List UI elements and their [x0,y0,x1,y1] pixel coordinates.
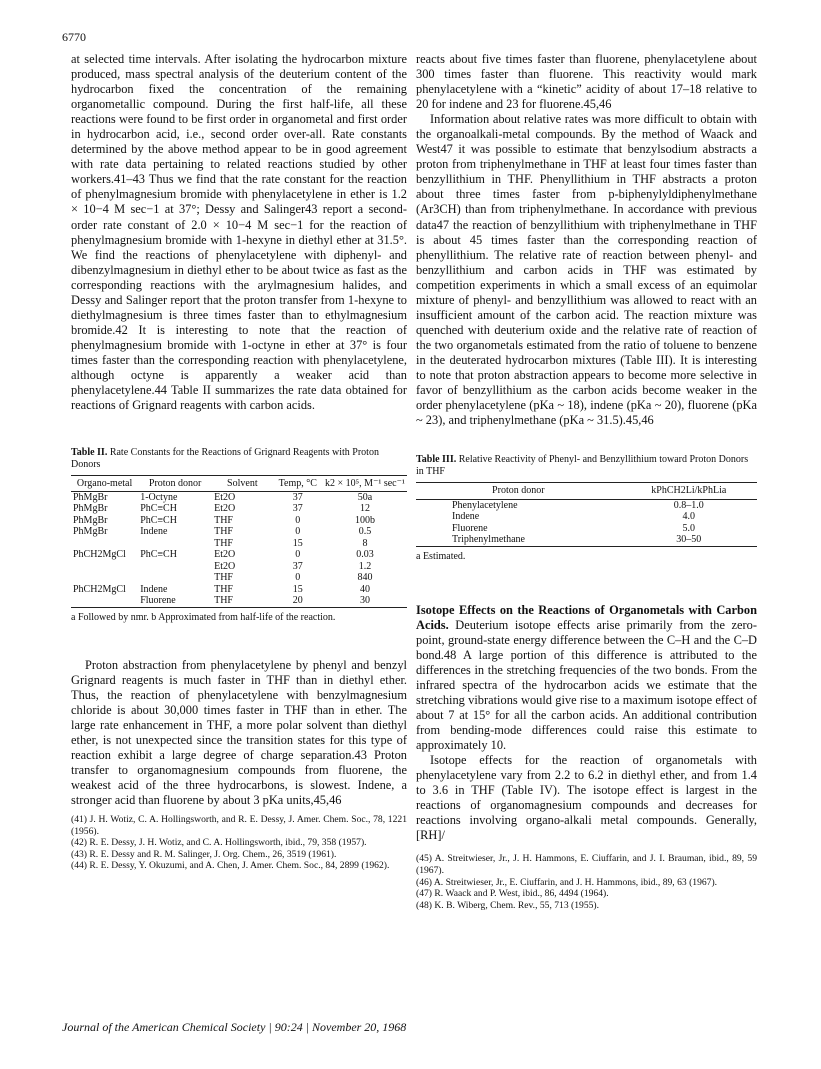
journal-footer: Journal of the American Chemical Society | 90:24 | November 20, 1968 [62,1020,407,1034]
t2-cell-rate: 30 [359,595,370,607]
right-paragraph-1: reacts about five times faster than fluorene, phenylacetylene about 300 times faster than fluorene. This reactivity would mark phenylacetylene with a “kinetic” acidity of about 17–18 relative to 20 for indene and 23 for fluorene.45,46 [416,52,757,112]
section-title: Isotope Effects on the Reactions of Organometals with Carbon Acids. [416,602,757,632]
table-row [71,526,407,538]
t3-cell-proton-donor: Phenylacetylene [452,499,518,511]
reference-42: (42) R. E. Dessy, J. H. Wotiz, and C. A. Hollingsworth, ibid., 79, 358 (1957). [71,837,367,849]
t2-cell-organometal [71,595,138,607]
table-2-footnote: a Followed by nmr. b Approximated from half-life of the reaction. [71,611,336,623]
table-row [71,538,407,550]
t2-cell-temp: 37 [292,560,303,572]
left-paragraph-2: Proton abstraction from phenylacetylene by phenyl and benzyl Grignard reagents is much faster in THF than in diethyl ether. Thus, the reaction of phenylacetylene with benzylmagnesium chloride is about 30,000 times faster in THF than in ether. The large rate enhancement in THF, a more polar solvent than diethyl ether, is not unexpected since the transition states for this type of reaction exhibit a large degree of charge separation.43 Proton transfer to organomagnesium compounds from fluorene, the weakest acid of the three hydrocarbons, is slowest. Indene, a stronger acid than fluorene by about 3 pKa units,45,46 [71,657,407,808]
t2-cell-temp: 0 [295,549,301,561]
table-row [416,499,757,511]
t3-cell-ratio: 0.8–1.0 [673,499,704,511]
t2-cell-proton-donor [138,538,212,550]
t2-cell-proton-donor: Indene [140,526,168,538]
reference-48: (48) K. B. Wiberg, Chem. Rev., 55, 713 (1955). [416,899,600,911]
t2-cell-proton-donor [138,572,212,584]
t2-cell-temp: 37 [292,503,303,515]
t2-cell-proton-donor [138,561,212,573]
t2-cell-proton-donor: 1-Octyne [140,491,178,503]
right-paragraph-3 [416,603,757,753]
table-2-caption [71,447,407,471]
t2-cell-rate: 100b [354,514,375,526]
table-3 [416,482,757,547]
t2-head-organometal: Organo-metal [71,476,138,492]
t2-cell-organometal: PhMgBr [73,503,108,515]
table-row [71,503,407,515]
t2-cell-rate: 12 [359,503,370,515]
t2-cell-organometal: PhMgBr [73,526,108,538]
right-column [416,52,757,911]
t2-cell-rate: 0.5 [358,526,372,538]
table-row [71,515,407,527]
right-paragraph-3-text: Deuterium isotope effects arise primarily from the zero-point, ground-state energy difference between the C–H and the C–D bond.48 A large portion of this difference is attributed to the differences in the stretching frequencies of the two bonds. From the infrared spectra of the hydrocarbon acids we estimate that the stretching vibrations would give rise to a maximum isotope effect of about 7 at 15° for all the carbon acids. An additional contribution from bending-mode differences could raise this estimate to approximately 10. [416,617,757,753]
t2-cell-organometal: PhCH2MgCl [73,583,126,595]
right-paragraph-4: Isotope effects for the reaction of organometals with phenylacetylene vary from 2.2 to 6.2 in diethyl ether, and from 1.4 to 3.6 in THF (Table IV). The isotope effect is largest in the reactions of organomagnesium compounds and decreases for reactions involving organo-alkali metal compounds. Generally, [RH]/ [416,753,757,843]
t2-cell-solvent: Et2O [214,503,236,515]
t2-cell-temp: 0 [295,572,301,584]
table-row [416,511,757,523]
t3-cell-ratio: 30–50 [676,534,702,546]
right-paragraph-2: Information about relative rates was more difficult to obtain with the organoalkali-metal compounds. By the method of Waack and West47 it was possible to estimate that benzylsodium abstracts a proton from triphenylmethane in THF at least four times faster than benzyllithium in THF. Phenyllithium in THF abstracts a proton about three times faster from p-biphenylyldiphenylmethane (Ar3CH) than from triphenylmethane. In accordance with previous data47 the reaction of benzyllithium with triphenylmethane in THF is about 45 times faster than the corresponding reaction of phenyllithium. The relative rate of reaction between phenyl- and benzyllithium and carbon acids in THF was estimated by competition experiments in which a small excess of an equimolar mixture of phenyl- and benzyllithium was allowed to react with an insufficient amount of the carbon acid. The reaction mixture was quenched with deuterium oxide and the relative rate of reaction of the two organometals estimated from the ratio of toluene to benzene in the deuterated hydrocarbon mixtures (Table III). It is interesting to note that proton abstraction appears to become more selective in favor of benzyllithium as the carbon acids become weaker in the order phenylacetylene (pKa ~ 18), indene (pKa ~ 20), fluorene (pKa ~ 23), and triphenylmethane (pKa ~ 31.5).45,46 [416,112,757,428]
t2-cell-temp: 0 [295,526,301,538]
t2-cell-temp: 0 [295,514,301,526]
t2-cell-organometal: PhMgBr [73,514,108,526]
t3-cell-proton-donor: Indene [452,511,480,523]
page-number: 6770 [62,30,86,44]
table-row [71,549,407,561]
t2-cell-rate: 0.03 [356,549,374,561]
left-paragraph-1: at selected time intervals. After isolating the hydrocarbon mixture produced, mass spectral analysis of the deuterium content of the hydrocarbon fixed the concentration of the remaining organometallic compound. During the first half-life, all these reactions were found to be first order in organometal and first order in hydrocarbon acid, i.e., second order over-all. Rate constants determined by the above method appear to be in good agreement with rate data pertaining to related reactions studied by other workers.41–43 Thus we find that the rate constant for the reaction of phenylmagnesium bromide with phenylacetylene in ether is 1.2 × 10−4 M sec−1 at 37°; Dessy and Salinger43 report a second-order rate constant of 2.0 × 10−4 M sec−1 for the reaction of phenylmagnesium bromide with 1-hexyne in diethyl ether at 31.5°. We find the reactions of phenylacetylene with diphenyl- and dibenzylmagnesium in diethyl ether to be about twice as fast as the corresponding reactions with the arylmagnesium halides, and Dessy and Salinger report that the proton transfer from 1-hexyne to diethylmagnesium is three times faster than to ethylmagnesium bromide.42 It is interesting to note that the reaction of phenylmagnesium bromide with 1-octyne in ether at 37° is four times faster than the corresponding reaction with phenylacetylene, although octyne is apparently a weaker acid than phenylacetylene.44 Table II summarizes the rate data obtained for reactions of Grignard reagents with carbon acids. [71,52,407,413]
t2-head-proton-donor: Proton donor [138,476,212,492]
reference-47: (47) R. Waack and P. West, ibid., 86, 4494 (1964). [416,888,609,900]
table-2-caption-text: Rate Constants for the Reactions of Grignard Reagents with Proton Donors [71,447,379,471]
reference-43: (43) R. E. Dessy and R. M. Salinger, J. Org. Chem., 26, 3519 (1961). [71,848,337,860]
left-column [71,52,407,872]
t2-cell-proton-donor: Indene [140,583,168,595]
table-3-caption [416,454,757,478]
t3-cell-ratio: 5.0 [682,522,696,534]
t2-cell-solvent: THF [214,572,233,584]
reference-45: (45) A. Streitwieser, Jr., J. H. Hammons, E. Ciuffarin, and J. I. Brauman, ibid., 89, 59 (1967). [416,853,757,877]
t2-cell-organometal: PhMgBr [73,491,108,503]
table-row [416,523,757,535]
t2-cell-temp: 15 [292,583,303,595]
t2-cell-solvent: Et2O [214,560,236,572]
table-3-label: Table III. [416,454,457,466]
table-row [71,561,407,573]
t2-cell-rate: 1.2 [358,560,372,572]
t2-cell-solvent: THF [214,526,233,538]
t2-head-temp: Temp, °C [273,476,323,492]
t2-cell-solvent: Et2O [214,491,236,503]
t2-cell-solvent: THF [214,514,233,526]
t2-cell-organometal [71,538,138,550]
reference-46: (46) A. Streitwieser, Jr., E. Ciuffarin, and J. H. Hammons, ibid., 89, 63 (1967). [416,876,718,888]
t3-head-ratio: kPhCH2Li/kPhLia [621,483,757,500]
t2-cell-solvent: THF [214,583,233,595]
t2-head-rate: k2 × 10⁵, M⁻¹ sec⁻¹ [323,476,407,492]
table-2-body [71,491,407,607]
right-references [416,853,757,911]
t2-cell-solvent: THF [214,537,233,549]
table-3-body [416,499,757,546]
t2-head-solvent: Solvent [212,476,272,492]
table-row [71,491,407,503]
t2-cell-solvent: Et2O [214,549,236,561]
t3-cell-ratio: 4.0 [682,511,696,523]
table-3-caption-text: Relative Reactivity of Phenyl- and Benzyllithium toward Proton Donors in THF [416,454,749,478]
t2-cell-proton-donor: PhC≡CH [140,503,177,515]
t2-cell-rate: 50a [357,491,373,503]
t3-cell-proton-donor: Fluorene [452,522,488,534]
t3-head-proton-donor: Proton donor [416,483,621,500]
t2-cell-proton-donor: Fluorene [140,595,176,607]
reference-41: (41) J. H. Wotiz, C. A. Hollingsworth, and R. E. Dessy, J. Amer. Chem. Soc., 78, 1221 (1956). [71,814,407,837]
t2-cell-rate: 40 [359,583,370,595]
t2-cell-rate: 8 [362,537,368,549]
t2-cell-temp: 37 [292,491,303,503]
t2-cell-proton-donor: PhC≡CH [140,514,177,526]
reference-44: (44) R. E. Dessy, Y. Okuzumi, and A. Chen, J. Amer. Chem. Soc., 84, 2899 (1962). [71,860,390,872]
table-3-footnote: a Estimated. [416,550,466,562]
table-2 [71,475,407,608]
t2-cell-proton-donor: PhC≡CH [140,549,177,561]
t2-cell-temp: 20 [292,595,303,607]
t2-cell-solvent: THF [214,595,233,607]
t2-cell-temp: 15 [292,537,303,549]
table-row [71,572,407,584]
table-row [71,595,407,607]
table-row [71,584,407,596]
t2-cell-organometal [71,572,138,584]
table-2-label: Table II. [71,447,108,459]
t2-cell-organometal: PhCH2MgCl [73,549,126,561]
table-row [416,534,757,546]
t2-cell-organometal [71,561,138,573]
left-references [71,814,407,872]
t3-cell-proton-donor: Triphenylmethane [452,534,525,546]
t2-cell-rate: 840 [357,572,373,584]
